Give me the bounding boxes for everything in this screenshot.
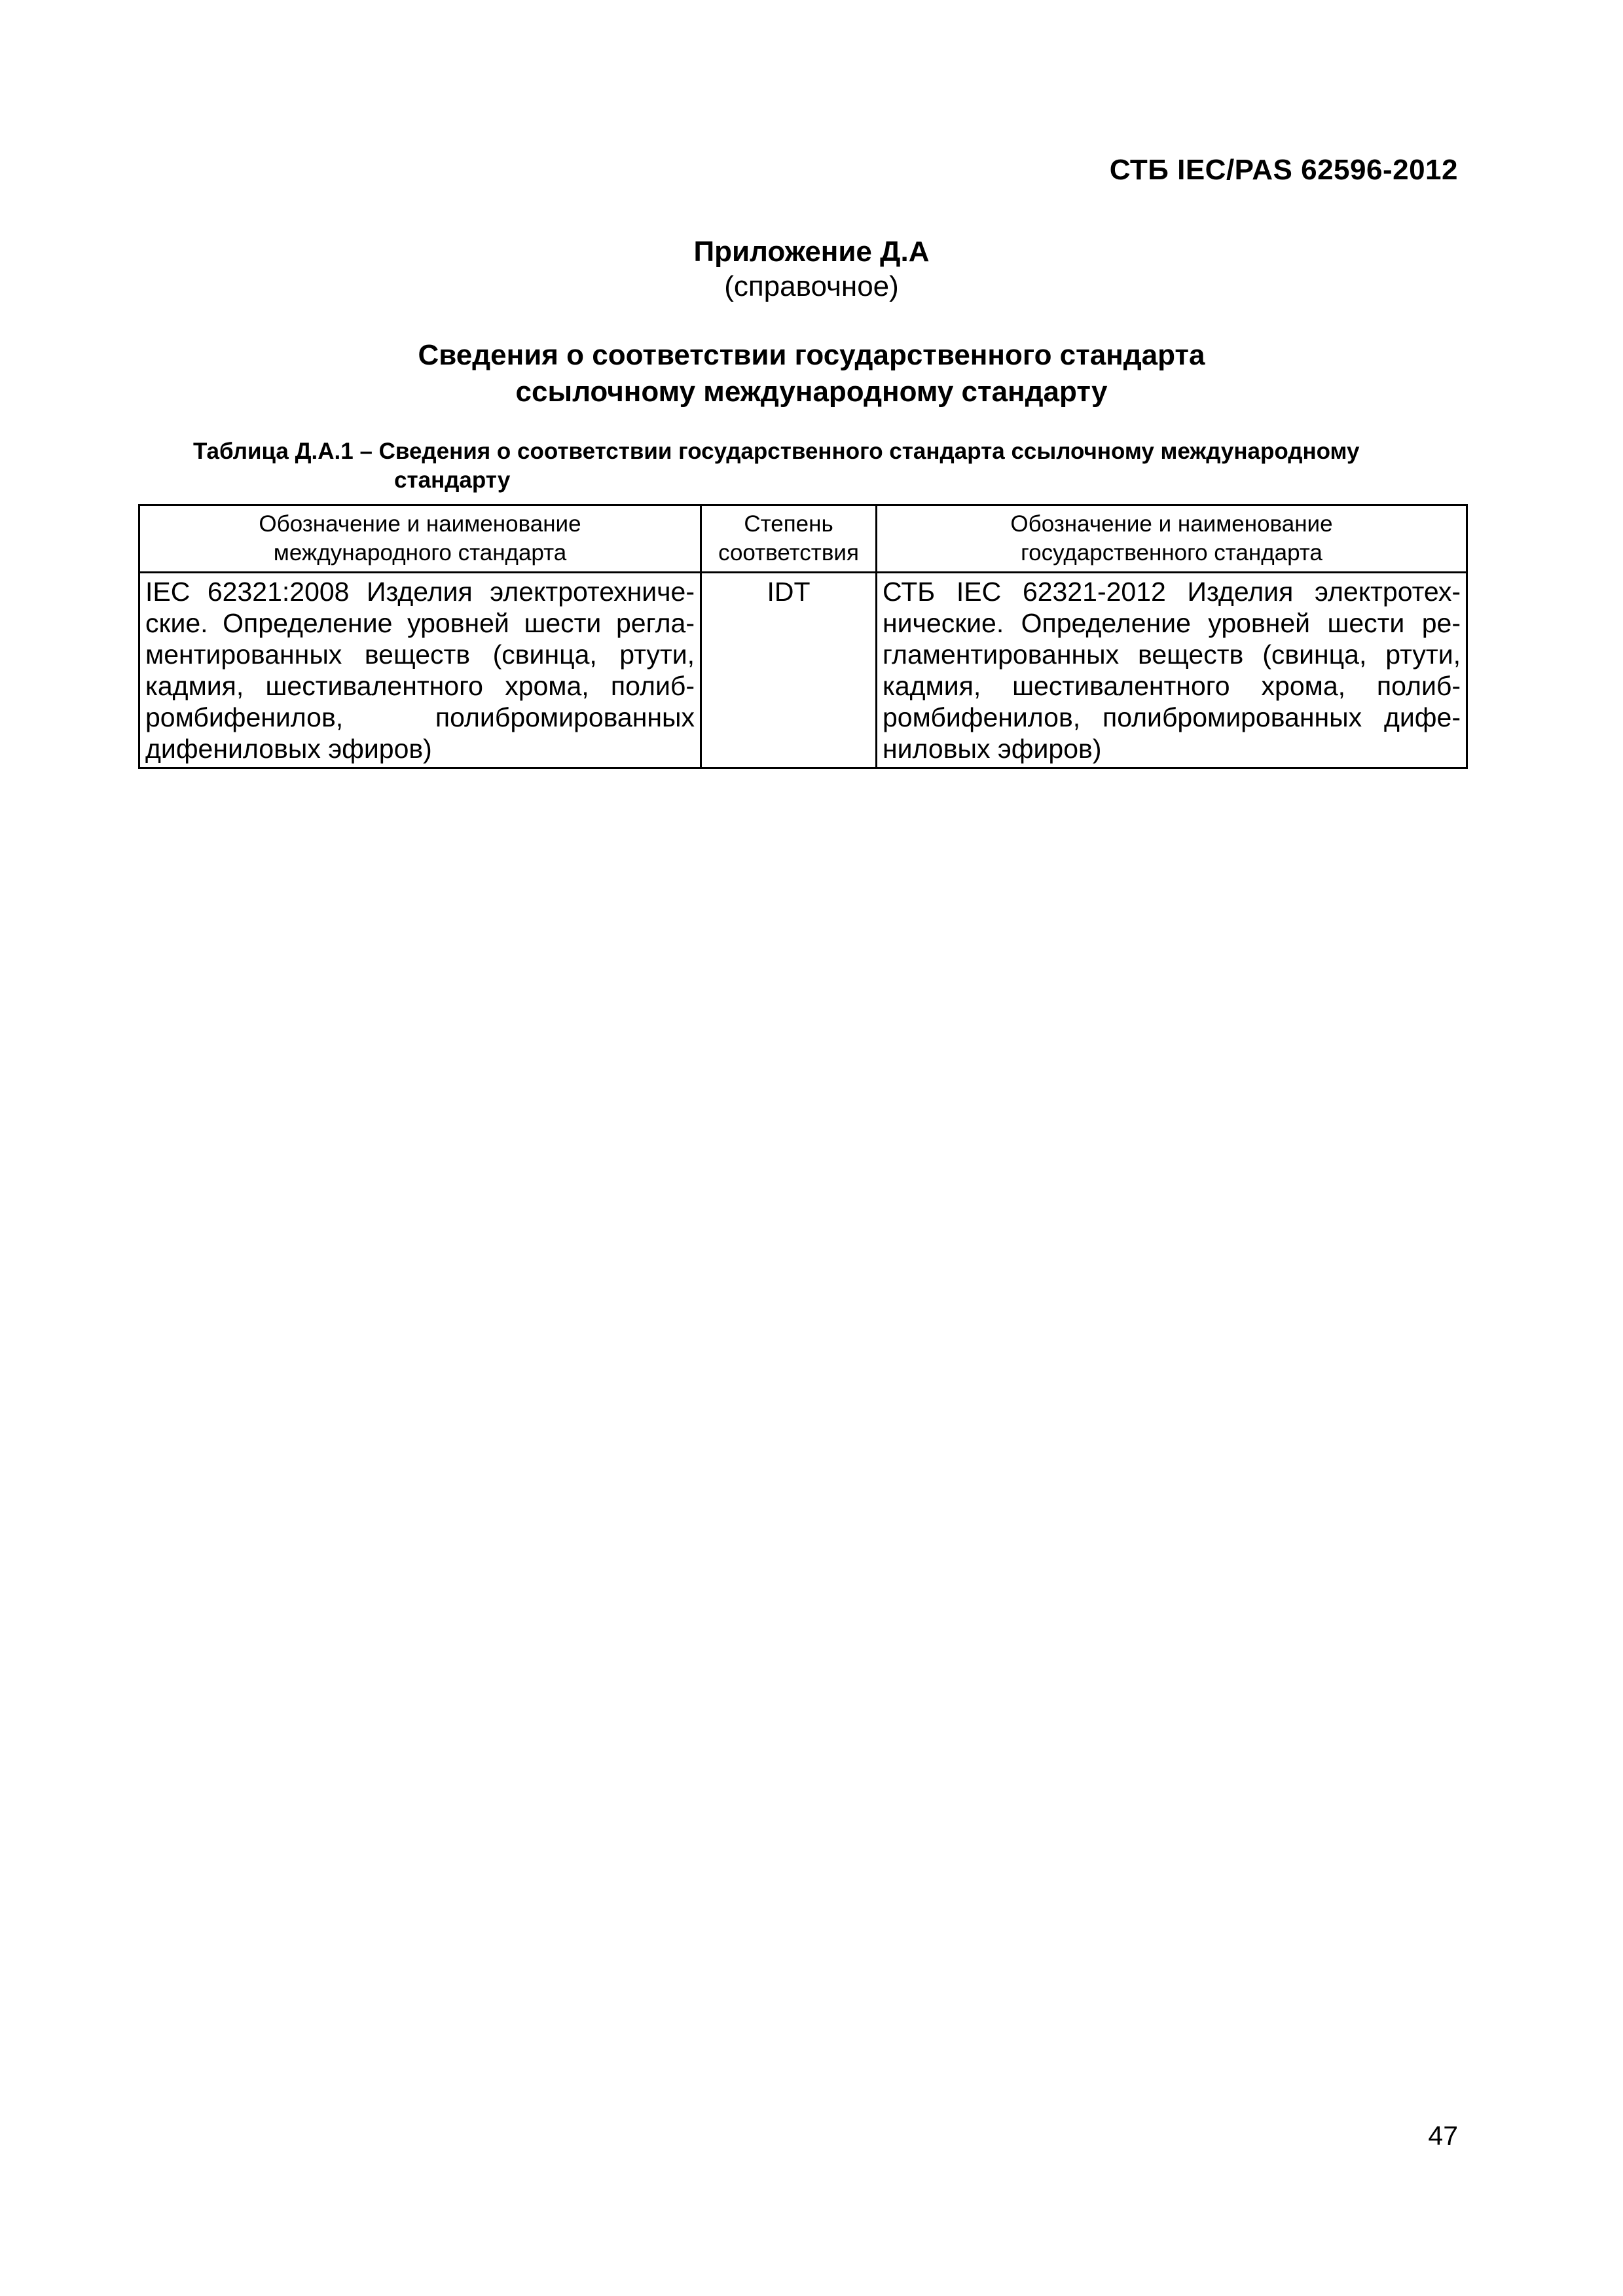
annex-type: (справочное) [724, 270, 899, 302]
document-code: СТБ IEC/PAS 62596-2012 [1109, 154, 1458, 186]
correspondence-table [138, 504, 1468, 769]
header-text: Обозначение и наименование [1010, 511, 1333, 537]
header-text: международного стандарта [273, 540, 567, 565]
header-state-standard [877, 505, 1467, 573]
table-header-row [139, 505, 1467, 573]
cell-state-standard: СТБ IEC 62321-2012 Изделия электротех-нические. Определение уровней шести ре-гламентированных веществ (свинца, ртути, кадмия, шестивалентного хрома, полиб-ромбифенилов, полибромированных дифе-ниловых эфиров) [877, 573, 1467, 768]
table-row [139, 573, 1467, 768]
header-text: государственного стандарта [1021, 540, 1322, 565]
annex-heading [0, 337, 1623, 410]
annex-heading-line: Сведения о соответствии государственного стандарта [418, 339, 1205, 371]
header-degree-of-correspondence [701, 505, 877, 573]
header-text: соответствия [718, 540, 859, 565]
table-caption-line: Таблица Д.А.1 – Сведения о соответствии государственного стандарта ссылочному международному [193, 439, 1360, 464]
page-number: 47 [1428, 2121, 1458, 2151]
annex-title: Приложение Д.А [693, 236, 930, 268]
annex-heading-line: ссылочному международному стандарту [515, 376, 1108, 408]
header-text: Степень [744, 511, 833, 537]
cell-international-standard: IEC 62321:2008 Изделия электротехниче-ские. Определение уровней шести регла-ментированных веществ (свинца, ртути, кадмия, шестивалентного хрома, полиб-ромбифенилов, полибромированных дифениловых эфиров) [139, 573, 701, 768]
cell-degree: IDT [701, 573, 877, 768]
table-caption [193, 437, 1470, 495]
table-caption-line: стандарту [394, 467, 511, 493]
header-text: Обозначение и наименование [259, 511, 581, 537]
header-international-standard [139, 505, 701, 573]
